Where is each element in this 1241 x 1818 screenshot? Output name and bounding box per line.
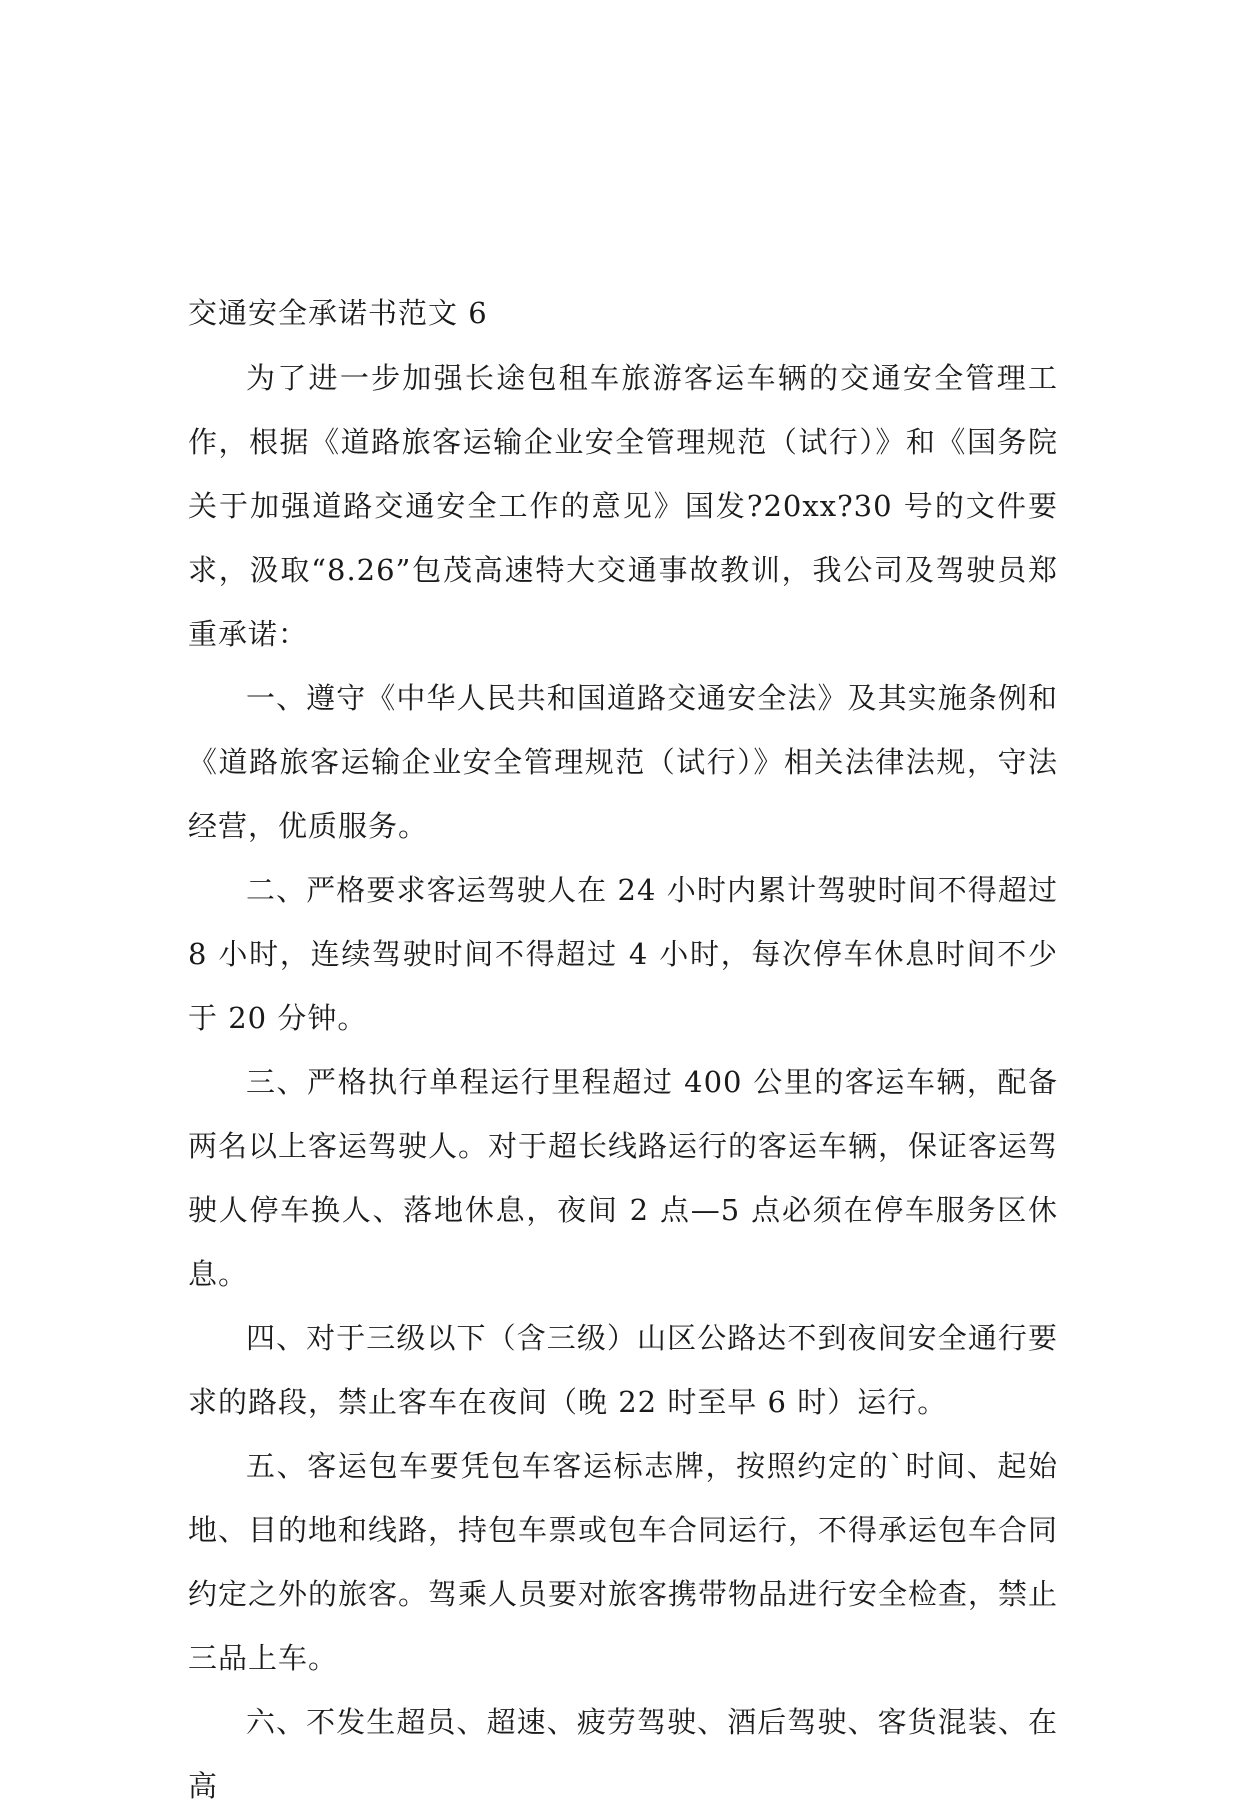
document-title: 交通安全承诺书范文 6 xyxy=(188,296,488,330)
paragraph-item-2: 二、严格要求客运驾驶人在 24 小时内累计驾驶时间不得超过 8 小时，连续驾驶时间不得超过 4 小时，每次停车休息时间不少于 20 分钟。 xyxy=(188,873,1058,1035)
paragraph-item-6: 六、不发生超员、超速、疲劳驾驶、酒后驾驶、客货混装、在高 xyxy=(188,1705,1058,1803)
paragraph-item-5: 五、客运包车要凭包车客运标志牌，按照约定的`时间、起始地、目的地和线路，持包车票或包车合同运行，不得承运包车合同约定之外的旅客。驾乘人员要对旅客携带物品进行安全检查，禁止三品上车。 xyxy=(188,1449,1059,1675)
paragraph-item-3: 三、严格执行单程运行里程超过 400 公里的客运车辆，配备两名以上客运驾驶人。对于超长线路运行的客运车辆，保证客运驾驶人停车换人、落地休息，夜间 2 点—5 点必须在停车服务区休息。 xyxy=(188,1065,1059,1291)
paragraph-item-4: 四、对于三级以下（含三级）山区公路达不到夜间安全通行要求的路段，禁止客车在夜间（晚 22 时至早 6 时）运行。 xyxy=(188,1321,1058,1419)
paragraph-item-1: 一、遵守《中华人民共和国道路交通安全法》及其实施条例和《道路旅客运输企业安全管理规范（试行）》相关法律法规，守法经营，优质服务。 xyxy=(188,681,1058,843)
document-body xyxy=(188,290,1058,1818)
paragraph-intro: 为了进一步加强长途包租车旅游客运车辆的交通安全管理工作，根据《道路旅客运输企业安全管理规范（试行）》和《国务院关于加强道路交通安全工作的意见》国发?20xx?30 号的文件要求，汲取“8.26”包茂高速特大交通事故教训，我公司及驾驶员郑重承诺： xyxy=(188,361,1058,651)
